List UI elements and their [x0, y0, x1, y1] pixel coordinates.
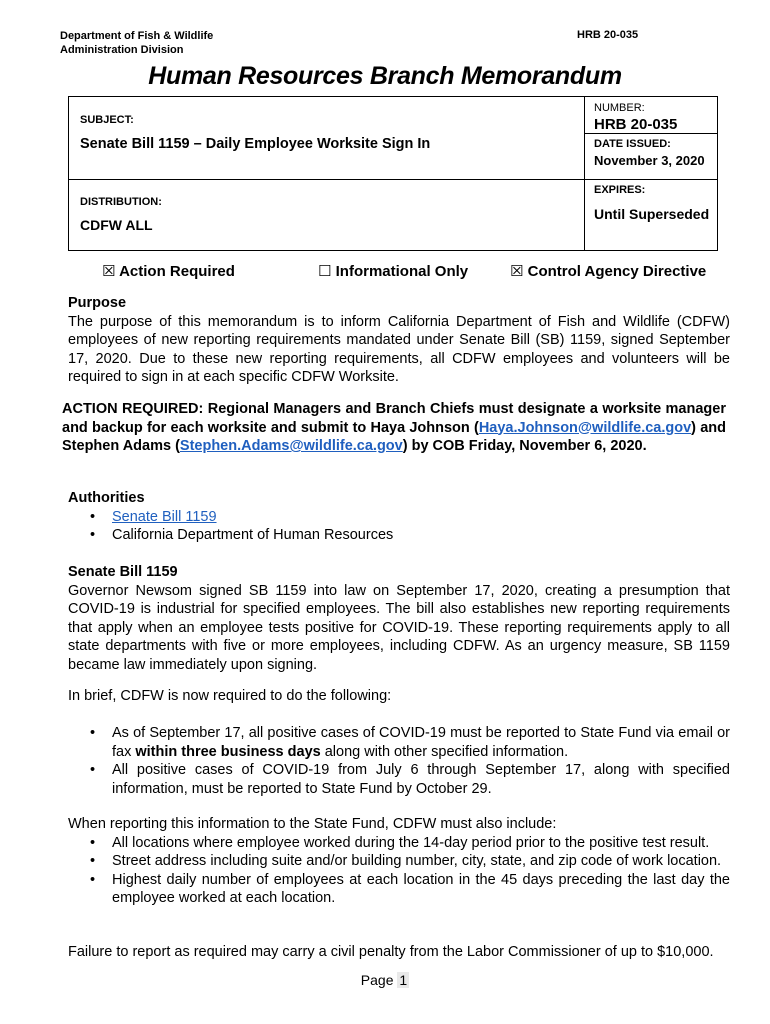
- expires-label: EXPIRES:: [594, 184, 646, 196]
- list-item: • As of September 17, all positive cases of COVID-19 must be reported to State Fund via email or fax within three business days along with other specified information.: [68, 724, 730, 761]
- brief-list: [68, 724, 730, 798]
- list-item: • California Department of Human Resources: [68, 526, 730, 545]
- reporting-section: [68, 815, 730, 908]
- department-name: Department of Fish & Wildlife: [60, 30, 214, 42]
- authorities-heading: Authorities: [68, 490, 145, 506]
- bold-emphasis: within three business days: [135, 743, 321, 760]
- division-name: Administration Division: [60, 44, 184, 56]
- email-link-stephen[interactable]: Stephen.Adams@wildlife.ca.gov: [179, 438, 403, 454]
- senate-bill-section: [68, 563, 730, 674]
- checkbox-control-agency-directive[interactable]: [510, 262, 706, 280]
- reporting-list: [68, 834, 730, 908]
- action-required-paragraph: [62, 400, 726, 456]
- purpose-heading: Purpose: [68, 295, 127, 311]
- list-item: • All locations where employee worked during the 14-day period prior to the positive test result.: [68, 834, 730, 853]
- page-label: Page: [360, 972, 394, 988]
- list-item: • Street address including suite and/or building number, city, state, and zip code of work location.: [68, 852, 730, 871]
- number-label: NUMBER:: [594, 102, 645, 114]
- action-text-3: ) by COB Friday, November 6, 2020.: [402, 438, 647, 454]
- memo-title: Human Resources Branch Memorandum: [148, 62, 622, 90]
- subject-label: SUBJECT:: [80, 114, 134, 126]
- document-code: HRB 20-035: [577, 29, 639, 41]
- purpose-section: [68, 294, 730, 387]
- distribution-value: CDFW ALL: [80, 217, 153, 233]
- unchecked-box-icon: ☐: [318, 263, 332, 280]
- action-text-2: ) and Stephen Adams (: [62, 419, 726, 454]
- authorities-section: [68, 489, 730, 545]
- checkbox-action-required[interactable]: [102, 262, 235, 280]
- document-header-left: [60, 29, 213, 57]
- checkbox-label: Control Agency Directive: [527, 263, 707, 280]
- list-item: • All positive cases of COVID-19 from July 6 through September 17, along with specified information, must be reported to State Fund by October 29.: [68, 761, 730, 798]
- date-issued-label: DATE ISSUED:: [594, 138, 671, 150]
- senate-bill-link[interactable]: Senate Bill 1159: [112, 508, 217, 525]
- page-footer: [0, 972, 770, 988]
- failure-penalty-text: Failure to report as required may carry a civil penalty from the Labor Commissioner of up to $10,000.: [68, 944, 714, 960]
- list-item: • Highest daily number of employees at each location in the 45 days preceding the last day the employee worked at each location.: [68, 871, 730, 908]
- senate-bill-heading: Senate Bill 1159: [68, 564, 178, 580]
- distribution-label: DISTRIBUTION:: [80, 196, 162, 208]
- purpose-text: The purpose of this memorandum is to inform California Department of Fish and Wildlife (CDFW) employees of new reporting requirements mandated under Senate Bill (SB) 1159, signed September 17, 2020. Due to these new reporting requirements, all CDFW employees and volunteers will be required to sign in at each specific CDFW Worksite.: [68, 313, 730, 385]
- authorities-list: [68, 508, 730, 545]
- checkbox-label: Action Required: [119, 263, 235, 280]
- checked-box-icon: ☒: [510, 263, 524, 280]
- subject-value: Senate Bill 1159 – Daily Employee Worksite Sign In: [80, 136, 431, 152]
- brief-list-section: [68, 724, 730, 798]
- expires-value: Until Superseded: [594, 206, 710, 222]
- senate-bill-text: Governor Newsom signed SB 1159 into law on September 17, 2020, creating a presumption that COVID-19 is industrial for specified employees. The bill also establishes new reporting requirements that apply when an employee tests positive for COVID-19. These reporting requirements apply to all state departments with five or more employees, including CDFW. As an urgency measure, SB 1159 became law immediately upon signing.: [68, 582, 730, 673]
- reporting-intro: When reporting this information to the State Fund, CDFW must also include:: [68, 816, 557, 832]
- date-issued-value: November 3, 2020: [594, 153, 705, 168]
- checked-box-icon: ☒: [102, 263, 116, 280]
- action-text-1: ACTION REQUIRED: Regional Managers and Branch Chiefs must designate a worksite manager and backup for each worksite and submit to Haya Johnson (: [62, 401, 726, 436]
- email-link-haya[interactable]: Haya.Johnson@wildlife.ca.gov: [478, 419, 692, 436]
- checkbox-informational-only[interactable]: [318, 262, 468, 280]
- brief-intro: In brief, CDFW is now required to do the following:: [68, 688, 392, 704]
- page-number: 1: [399, 972, 408, 988]
- number-value: HRB 20-035: [594, 116, 678, 133]
- distribution-box: [68, 179, 585, 251]
- list-item[interactable]: [68, 508, 730, 527]
- checkbox-label: Informational Only: [335, 263, 469, 280]
